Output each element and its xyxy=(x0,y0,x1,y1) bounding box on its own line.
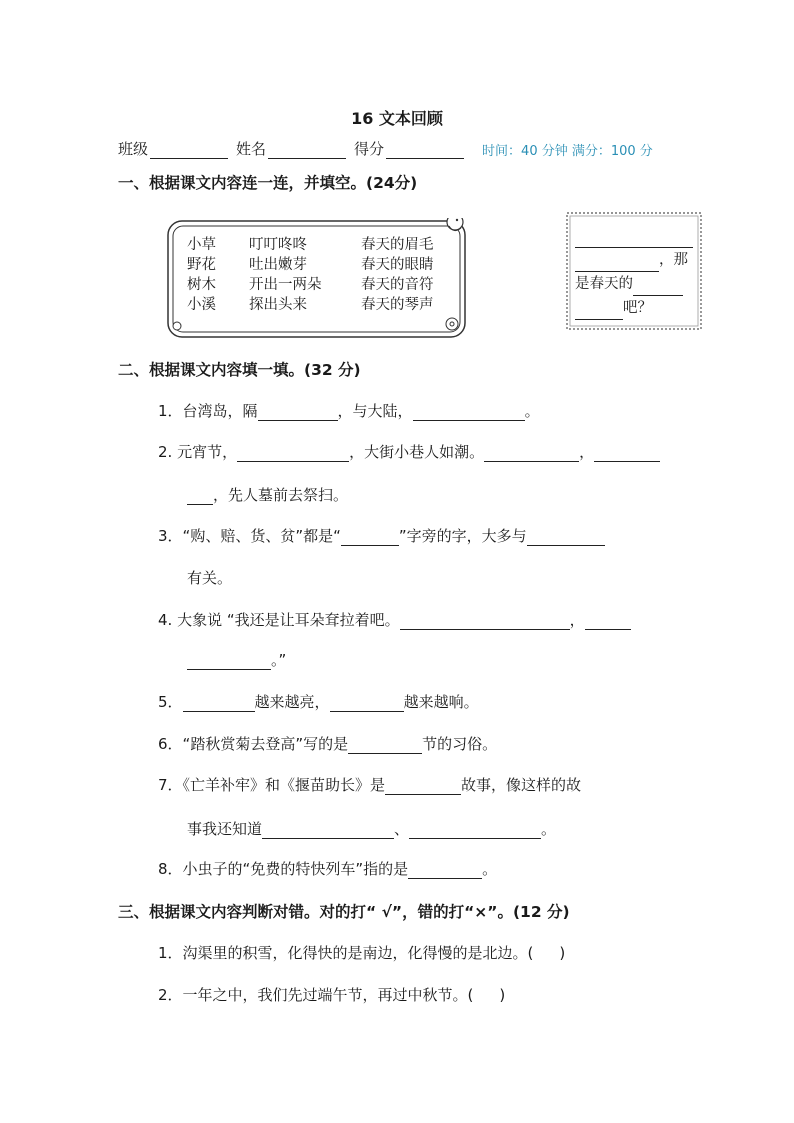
question-2-2 xyxy=(158,441,660,462)
answer-blank[interactable] xyxy=(484,444,579,462)
action-item[interactable]: 吐出嫩芽 xyxy=(249,257,307,273)
answer-blank[interactable] xyxy=(237,444,349,462)
question-text: 。” xyxy=(271,651,287,669)
question-text: ) xyxy=(559,944,566,962)
page-title: 16 文本回顾 xyxy=(351,109,443,128)
answer-blank[interactable] xyxy=(527,528,605,546)
question-text: ， xyxy=(579,443,595,461)
fill-text: 是春天的 xyxy=(575,276,633,292)
fill-text: ，那 xyxy=(659,252,688,268)
question-2-8 xyxy=(158,858,497,879)
fill-blank[interactable] xyxy=(633,278,683,296)
question-text: 3．“购、赔、货、贫”都是“ xyxy=(158,527,341,545)
flower-icon xyxy=(446,318,458,330)
question-text: 越来越响。 xyxy=(403,693,479,711)
matching-row xyxy=(187,275,434,295)
answer-blank[interactable] xyxy=(400,612,570,630)
matching-row xyxy=(187,235,434,255)
answer-blank[interactable] xyxy=(409,821,541,839)
score-blank[interactable] xyxy=(386,142,464,159)
metaphor-item[interactable]: 春天的音符 xyxy=(361,277,434,293)
question-2-7-cont xyxy=(187,818,556,839)
question-text: 1．沟渠里的积雪，化得快的是南边，化得慢的是北边。( xyxy=(158,944,534,962)
question-text: ， xyxy=(569,611,585,629)
section-2-heading: 二、根据课文内容填一填。(32 分) xyxy=(118,361,361,379)
answer-blank[interactable] xyxy=(585,612,631,630)
question-2-1 xyxy=(158,400,540,421)
answer-blank[interactable] xyxy=(594,444,660,462)
question-text: 。 xyxy=(524,402,540,420)
answer-blank[interactable] xyxy=(413,403,525,421)
question-text: 节的习俗。 xyxy=(422,735,498,753)
fill-blank[interactable] xyxy=(575,302,623,320)
answer-blank[interactable] xyxy=(187,487,213,505)
answer-blank[interactable] xyxy=(408,861,482,879)
question-2-5 xyxy=(158,691,479,712)
answer-blank[interactable] xyxy=(341,528,399,546)
subject-item[interactable]: 树木 xyxy=(187,277,216,293)
question-text: 1．台湾岛，隔 xyxy=(158,402,258,420)
question-2-3-cont: 有关。 xyxy=(187,569,233,587)
question-text: 6．“踏秋赏菊去登高”写的是 xyxy=(158,735,349,753)
metaphor-item[interactable]: 春天的琴声 xyxy=(361,297,434,313)
action-item[interactable]: 探出头来 xyxy=(249,297,307,313)
subject-item[interactable]: 小溪 xyxy=(187,297,216,313)
time-and-score-info: 时间：40 分钟 满分：100 分 xyxy=(482,144,653,159)
question-text: 7．《亡羊补牢》和《揠苗助长》是 xyxy=(158,776,386,794)
fill-text: 吧？ xyxy=(623,300,652,316)
question-text: ) xyxy=(499,986,506,1004)
question-3-2 xyxy=(158,984,505,1005)
answer-blank[interactable] xyxy=(187,652,271,670)
matching-row xyxy=(187,255,434,275)
class-blank[interactable] xyxy=(150,142,228,159)
question-text: 4. 大象说 “我还是让耳朵耷拉着吧。 xyxy=(158,611,400,629)
metaphor-item[interactable]: 春天的眉毛 xyxy=(361,237,434,253)
metaphor-item[interactable]: 春天的眼睛 xyxy=(361,257,434,273)
fill-blank[interactable] xyxy=(575,230,693,248)
question-text: 2. 元宵节， xyxy=(158,443,238,461)
name-blank[interactable] xyxy=(268,142,346,159)
answer-blank[interactable] xyxy=(258,403,338,421)
question-text: ，大街小巷人如潮。 xyxy=(349,443,485,461)
bird-icon xyxy=(447,218,463,231)
question-2-3 xyxy=(158,525,605,546)
question-2-2-cont xyxy=(187,484,348,505)
dot-ornament-icon xyxy=(173,322,181,330)
question-2-6 xyxy=(158,733,497,754)
question-text: 2．一年之中，我们先过端午节，再过中秋节。( xyxy=(158,986,474,1004)
fill-in-text xyxy=(575,224,697,320)
answer-blank[interactable] xyxy=(262,821,394,839)
question-text: 、 xyxy=(394,820,410,838)
question-text: 5． xyxy=(158,693,183,711)
question-text: ，与大陆， xyxy=(337,402,413,420)
section-1-heading: 一、根据课文内容连一连，并填空。(24分) xyxy=(118,174,418,192)
question-2-4 xyxy=(158,609,631,630)
question-text: ”字旁的字，大多与 xyxy=(398,527,527,545)
answer-blank[interactable] xyxy=(385,777,461,795)
matching-grid xyxy=(187,235,434,315)
question-text: 事我还知道 xyxy=(187,820,263,838)
score-label: 得分 xyxy=(354,140,385,158)
question-3-1 xyxy=(158,942,565,963)
subject-item[interactable]: 小草 xyxy=(187,237,216,253)
question-text: 8．小虫子的“免费的特快列车”指的是 xyxy=(158,860,409,878)
question-text: 。 xyxy=(541,820,557,838)
question-text: 。 xyxy=(482,860,498,878)
subject-item[interactable]: 野花 xyxy=(187,257,216,273)
student-info-row xyxy=(118,138,698,159)
fill-blank[interactable] xyxy=(575,254,659,272)
question-text: ，先人墓前去祭扫。 xyxy=(213,486,349,504)
answer-blank[interactable] xyxy=(183,694,255,712)
action-item[interactable]: 叮叮咚咚 xyxy=(249,237,307,253)
class-label: 班级 xyxy=(118,140,149,158)
name-label: 姓名 xyxy=(236,140,267,158)
question-2-7 xyxy=(158,774,581,795)
question-text: 故事，像这样的故 xyxy=(461,776,582,794)
answer-blank[interactable] xyxy=(330,694,404,712)
section-3-heading: 三、根据课文内容判断对错。对的打“ √”，错的打“×”。(12 分) xyxy=(118,903,570,921)
question-text: 越来越亮， xyxy=(254,693,330,711)
answer-blank[interactable] xyxy=(348,736,422,754)
question-2-4-cont xyxy=(187,649,286,670)
action-item[interactable]: 开出一两朵 xyxy=(249,277,322,293)
matching-row xyxy=(187,295,434,315)
